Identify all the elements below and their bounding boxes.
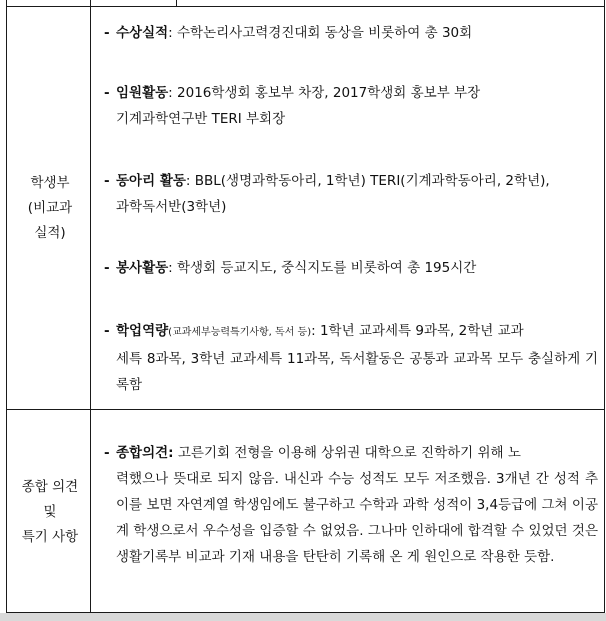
table-top-border [6, 6, 605, 7]
item-heading: 학업역량 [116, 323, 169, 339]
item-text: 학생회 등교지도, 중식지도를 비롯하여 총 195시간 [177, 260, 477, 276]
item-text: 2016학생회 홍보부 차장, 2017학생회 홍보부 부장 [177, 85, 481, 101]
list-item-overall-opinion [104, 440, 598, 570]
item-separator: : [168, 85, 178, 101]
item-separator: : [168, 25, 178, 41]
item-continuation: 기계과학연구반 TERI 부회장 [116, 111, 286, 127]
section-label-extracurricular [8, 171, 92, 246]
item-heading: 임원활동 [116, 85, 169, 101]
item-continuation: 력했으나 뜻대로 되지 않음. 내신과 수능 성적도 모두 저조했음. 3개년 간 성적 추이를 보면 자연계열 학생임에도 불구하고 수학과 과학 성적이 3,4등급에 그쳐 이공계 학생으로서 우수성을 입증할 수 없었음. 그나마 인하대에 합격할 수 있었던 것은 생활기록부 비교과 기재 내용을 탄탄히 기록해 온 게 원인으로 작용한 듯함. [116, 471, 598, 565]
bullet-dash: - [104, 445, 110, 461]
item-heading: 동아리 활동 [116, 173, 186, 189]
label-line: 및 [43, 504, 57, 520]
item-continuation: 과학독서반(3학년) [116, 199, 227, 215]
section-label-overall-opinion [8, 475, 92, 550]
list-item-awards [104, 20, 598, 46]
item-text: 고른기회 전형을 이용해 상위권 대학으로 진학하기 위해 노 [173, 445, 521, 461]
item-continuation: 세특 8과목, 3학년 교과세특 11과목, 독서활동은 공통과 교과목 모두 충실하게 기록함 [116, 351, 598, 393]
bullet-dash: - [104, 260, 110, 276]
bullet-dash: - [104, 85, 110, 101]
item-text: 수학논리사고력경진대회 동상을 비롯하여 총 30회 [177, 25, 473, 41]
bullet-dash: - [104, 173, 110, 189]
table-left-border [6, 0, 7, 613]
next-row-shading [0, 613, 606, 621]
list-item-volunteer [104, 255, 598, 281]
list-item-academic-competency [104, 318, 598, 398]
item-text: BBL(생명과학동아리, 1학년) TERI(기계과학동아리, 2학년), [194, 173, 550, 189]
item-heading: 종합의견: [116, 445, 174, 461]
label-line: 특기 사항 [21, 529, 79, 545]
label-line: 학생부 [30, 175, 70, 191]
label-line: (비교과 [27, 200, 73, 216]
item-heading: 수상실적 [116, 25, 169, 41]
label-line: 실적) [34, 225, 66, 241]
section-divider [6, 409, 605, 410]
bullet-dash: - [104, 25, 110, 41]
list-item-club-activities [104, 168, 598, 220]
item-separator: : [185, 173, 195, 189]
list-item-officer-activities [104, 80, 598, 132]
item-separator: : [311, 323, 320, 339]
table-right-border [604, 0, 605, 613]
item-separator: : [168, 260, 178, 276]
item-heading: 봉사활동 [116, 260, 169, 276]
bullet-dash: - [104, 323, 110, 339]
item-text: 1학년 교과세특 9과목, 2학년 교과 [319, 323, 524, 339]
label-line: 종합 의견 [21, 479, 79, 495]
item-note: (교과세부능력특기사항, 독서 등) [168, 327, 312, 338]
